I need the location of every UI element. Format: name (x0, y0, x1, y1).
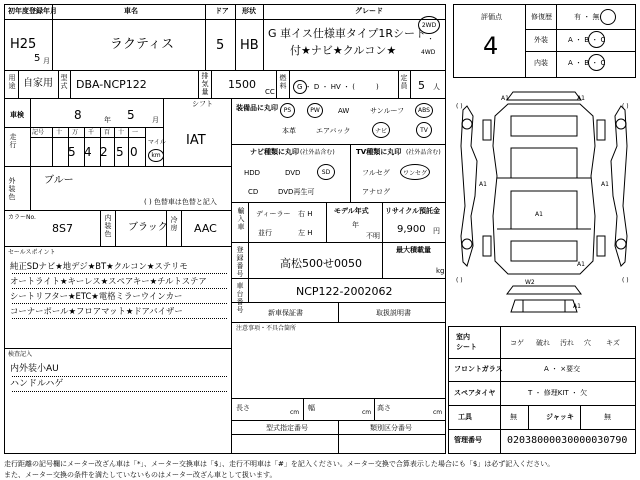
divider (231, 322, 446, 323)
model-value: DBA-NCP122 (76, 78, 147, 91)
seat-tear: 破れ (536, 339, 550, 347)
divider (4, 246, 231, 247)
glass-options: A ・ ×要交 (544, 365, 581, 373)
divider (235, 4, 236, 70)
interior-score-label: 内装 (534, 59, 548, 67)
recycle-value: 9,900 (397, 224, 426, 235)
divider (276, 70, 277, 98)
diagram-paren-4: ( ) (622, 277, 629, 284)
divider (448, 405, 636, 406)
drive-circle (418, 16, 440, 34)
divider (448, 381, 636, 382)
footer-line-2: また、メーター交換の条件を満たしていないものはメーター改ざん車として扱います。 (4, 471, 277, 479)
divider (30, 166, 31, 210)
divider (4, 19, 446, 20)
exterior-score-label: 外装 (534, 36, 548, 44)
spare-options: T ・ 修理KIT ・ 欠 (528, 389, 588, 397)
divider (525, 51, 636, 52)
diagram-label: A1 (535, 211, 543, 218)
divider (556, 4, 557, 78)
divider (374, 398, 375, 420)
divider (4, 98, 446, 99)
inspector-line-2: ハンドルハゲ (10, 379, 64, 389)
seat-scratch: キズ (606, 339, 620, 347)
max-load-unit: kg (436, 267, 445, 275)
seat-hole: 穴 (584, 339, 591, 347)
color-label: 外装色 (8, 177, 16, 201)
divider (18, 70, 19, 98)
sales-line-2: オートライト★キーレス★スペアキー★チルトステア (10, 276, 207, 286)
inspector-label: 検査記入 (8, 351, 33, 358)
tv-type-label: TV種類に丸印 (356, 148, 402, 156)
diagram-paren-3: ( ) (622, 103, 629, 110)
score-value: 4 (483, 32, 499, 60)
glass-label: フロントガラス (454, 365, 503, 373)
displacement-value: 1500 (228, 78, 256, 91)
equip-ps: PS (283, 107, 292, 114)
tv-type-note: (社外品含む) (406, 149, 441, 156)
score-label: 評価点 (481, 13, 502, 21)
drive-4wd: 4WD (421, 49, 436, 56)
mileage-label: 走行 (9, 133, 17, 149)
ac-label: 冷房 (170, 216, 178, 232)
divider (326, 202, 327, 242)
car-name: ラクティス (110, 37, 174, 52)
digit-header: 千 (88, 129, 95, 136)
equipment-label: 装備品に丸印 (236, 104, 278, 112)
divider (30, 98, 31, 166)
drive-dot: ・ (427, 35, 434, 43)
divider (12, 288, 227, 289)
diagram-paren-2: ( ) (456, 277, 463, 284)
manual-label: 取扱説明書 (376, 309, 411, 317)
divider (12, 376, 227, 377)
mileage-digit: 4 (84, 145, 92, 159)
inspection-label: 車検 (10, 111, 24, 119)
car-name-label: 車名 (124, 7, 138, 15)
divider (231, 202, 446, 203)
inspection-month: 5 (127, 108, 135, 122)
interior-color-label: 内装色 (104, 214, 112, 238)
digit-header: 十 (118, 129, 125, 136)
nav-dvd-play: DVD再生可 (278, 188, 315, 196)
nav-hdd: HDD (244, 169, 261, 177)
equip-airbag: エアバック (316, 127, 351, 135)
repair-options: 有 ・ 無 (574, 13, 600, 21)
capacity-unit: 人 (433, 83, 440, 91)
divider (231, 242, 446, 243)
width-cm: cm (362, 409, 372, 416)
divider (350, 144, 351, 202)
category-label: 類別区分番号 (370, 424, 412, 432)
divider (4, 166, 231, 167)
diagram-label: W2 (525, 279, 535, 286)
mgmt-value: 02038000030000030790 (507, 435, 628, 446)
sales-line-4: コーナーポール★フロアマット★ドアバイザー (10, 306, 183, 316)
digit-header: 一 (132, 129, 139, 136)
doors-label: ドア (215, 7, 229, 15)
divider (263, 4, 264, 70)
model-year-label: モデル年式 (334, 207, 369, 215)
inspection-month-unit: 月 (152, 116, 159, 124)
divider (500, 326, 501, 454)
equip-tv-circle (416, 122, 432, 138)
divider (382, 202, 383, 278)
seat-burn: コゲ (510, 339, 524, 347)
nav-type-note: (社外品含む) (300, 149, 335, 156)
month-unit: 月 (43, 57, 50, 65)
jack-value: 無 (604, 413, 611, 421)
special-label: 型式指定番号 (266, 424, 308, 432)
equip-pw-circle (307, 103, 323, 118)
divider (211, 70, 212, 98)
mile-label: マイル (148, 139, 166, 146)
reg-month: 5 (34, 53, 41, 64)
nav-sd: SD (321, 168, 331, 176)
mgmt-label: 管理番号 (454, 436, 482, 444)
divider (410, 70, 411, 98)
grade-line-1: G 車イス仕様車タイプ1Rシート (268, 27, 427, 40)
divider (398, 70, 399, 98)
divider (231, 434, 446, 435)
equip-abs: ABS (418, 107, 430, 114)
capacity-value: 5 (418, 79, 425, 92)
interior-score-circle (588, 54, 605, 71)
footer-line-1: 走行距離の記号欄にメーター改ざん車は「*」、メーター交換車は「$」、走行不明車は「#」を記入ください。メーター交換で合算表示した場合にも「$」は必ず記入ください。 (4, 460, 555, 468)
color-note: ( ) 色替車は色替と記入 (144, 198, 217, 206)
warranty-label: 新車保証書 (268, 309, 303, 317)
drive-2wd: 2WD (421, 21, 437, 29)
equip-navi-circle (372, 122, 390, 138)
width-label: 幅 (308, 404, 315, 412)
divider (12, 391, 227, 392)
inspection-year-unit: 年 (104, 116, 111, 124)
divider (58, 70, 59, 98)
divider (128, 127, 129, 166)
divider (114, 127, 115, 166)
chassis-value: NCP122-2002062 (296, 285, 393, 298)
exterior-score-circle (588, 31, 605, 48)
divider (448, 358, 636, 359)
notes-label: 注意事項・不具合箇所 (236, 325, 297, 332)
divider (205, 4, 206, 70)
divider (145, 127, 146, 166)
divider (100, 210, 101, 246)
seat-label-1: 室内 (456, 333, 470, 341)
mileage-digit: 5 (68, 145, 76, 159)
divider (248, 202, 249, 242)
fuel-label: 燃料 (279, 74, 287, 90)
diagram-label: A1 (501, 95, 509, 102)
divider (338, 420, 339, 454)
digit-header: 万 (72, 129, 79, 136)
capacity-label: 定員 (400, 74, 408, 90)
repair-label: 修復歴 (531, 13, 552, 21)
ac-value: AAC (194, 222, 217, 235)
divider (525, 29, 636, 30)
import-parallel: 並行 (258, 229, 272, 237)
max-load-label: 最大積載量 (396, 246, 431, 254)
shift-value: IAT (186, 133, 206, 148)
grade-line-2: 付★ナビ★クルコン★ (290, 44, 397, 57)
displacement-label: 排気量 (201, 72, 209, 96)
recycle-label: リサイクル預託金 (385, 207, 441, 215)
divider (70, 70, 71, 98)
car-damage-diagram (453, 86, 636, 320)
digit-header: 記号 (32, 129, 45, 136)
divider (303, 398, 304, 420)
interior-color-value: ブラック (128, 222, 168, 233)
shape-label: 形状 (242, 7, 256, 15)
height-label: 高さ (377, 404, 391, 412)
mileage-digit: 5 (116, 145, 124, 159)
divider (525, 4, 526, 78)
diagram-paren-1: ( ) (456, 103, 463, 110)
shift-label: シフト (192, 100, 213, 108)
divider (4, 210, 231, 211)
height-cm: cm (433, 409, 443, 416)
registration-label: 登録番号 (236, 246, 244, 278)
inspector-line-1: 内外装小AU (10, 364, 59, 374)
import-label: 輸入車 (237, 207, 245, 231)
divider (12, 303, 227, 304)
model-year-unit: 年 (352, 221, 359, 229)
tools-value: 無 (510, 413, 517, 421)
km-label: km (151, 152, 161, 159)
sales-line-3: シートリフター★ETC★電格ミラーウインカー (10, 291, 183, 301)
divider (166, 210, 167, 246)
chassis-label: 車台番号 (236, 282, 244, 314)
divider (12, 318, 227, 319)
sales-label: セールスポイント (8, 249, 56, 256)
nav-type-label: ナビ種類に丸印 (250, 148, 299, 156)
diagram-label: A1 (601, 181, 609, 188)
tv-oneseg: ワンセグ (402, 169, 427, 177)
equip-aw: AW (338, 107, 350, 115)
divider (52, 127, 53, 166)
cc-unit: CC (265, 88, 275, 96)
divider (231, 398, 446, 399)
shape-value: HB (240, 38, 259, 53)
divider (231, 278, 446, 279)
mileage-digit: 2 (100, 145, 108, 159)
equip-abs-circle (415, 103, 433, 118)
divider (580, 405, 581, 429)
length-label: 長さ (236, 404, 250, 412)
seat-label-2: シート (456, 343, 477, 351)
seat-stain: 汚れ (560, 339, 574, 347)
model-label: 型式 (60, 74, 68, 90)
model-year-unknown: 不明 (366, 232, 380, 240)
divider (231, 98, 232, 454)
fuel-options: G ・ D ・ HV ・ ( ) (297, 83, 379, 91)
divider (448, 429, 636, 430)
tv-analog: アナログ (362, 188, 390, 196)
divider (289, 70, 290, 98)
divider (115, 210, 116, 246)
spare-label: スペアタイヤ (454, 389, 496, 397)
equip-navi: ナビ (374, 127, 387, 135)
divider (181, 210, 182, 246)
diagram-label: A1 (479, 181, 487, 188)
equip-leather: 本革 (282, 127, 296, 135)
divider (248, 242, 249, 302)
digit-header: 百 (104, 129, 111, 136)
import-left: 左 H (298, 229, 313, 237)
diagram-label: A1 (573, 303, 581, 310)
tools-label: 工具 (458, 413, 472, 421)
divider (231, 144, 446, 145)
equip-pw: PW (310, 107, 320, 114)
sales-line-1: 純正SDナビ★地デジ★BT★クルコン★ステリモ (10, 261, 188, 271)
tv-oneseg-circle (400, 164, 430, 180)
use-label: 用途 (8, 74, 16, 90)
reg-year: H25 (10, 37, 37, 52)
registration-value: 高松500せ0050 (280, 257, 362, 270)
divider (52, 4, 53, 70)
recycle-unit: 円 (433, 227, 440, 235)
import-dealer: ディーラー (256, 210, 291, 218)
equip-tv: TV (420, 126, 428, 134)
divider (198, 70, 199, 98)
grade-label: グレード (355, 7, 383, 15)
first-reg-label: 初年度登録年月 (8, 7, 57, 15)
doors-value: 5 (216, 38, 225, 53)
equip-ps-circle (280, 103, 295, 118)
nav-dvd: DVD (285, 169, 301, 177)
diagram-label: A1 (577, 95, 585, 102)
length-cm: cm (290, 409, 300, 416)
color-value: ブルー (44, 175, 74, 186)
digit-header: 十 (56, 129, 63, 136)
exterior-score-options: A ・ B ・ C (568, 36, 606, 44)
divider (528, 405, 529, 429)
jack-label: ジャッキ (546, 413, 574, 421)
divider (338, 302, 339, 322)
tv-fullseg: フルセグ (362, 169, 390, 177)
color-no-label: カラーNo. (8, 214, 36, 221)
color-no-value: 8S7 (52, 222, 73, 235)
diagram-label: A1 (577, 261, 585, 268)
km-circle (148, 149, 164, 162)
divider (12, 273, 227, 274)
inspection-year: 8 (74, 108, 82, 122)
mileage-digit: 0 (130, 145, 138, 159)
nav-cd: CD (248, 188, 259, 196)
import-right: 右 H (298, 210, 313, 218)
interior-score-options: A ・ B ・ C (568, 59, 606, 67)
use-value: 自家用 (23, 78, 53, 89)
equip-sunroof: サンルーフ (370, 107, 405, 115)
nav-sd-circle (317, 164, 335, 180)
repair-circle (600, 9, 616, 25)
divider (4, 348, 231, 349)
